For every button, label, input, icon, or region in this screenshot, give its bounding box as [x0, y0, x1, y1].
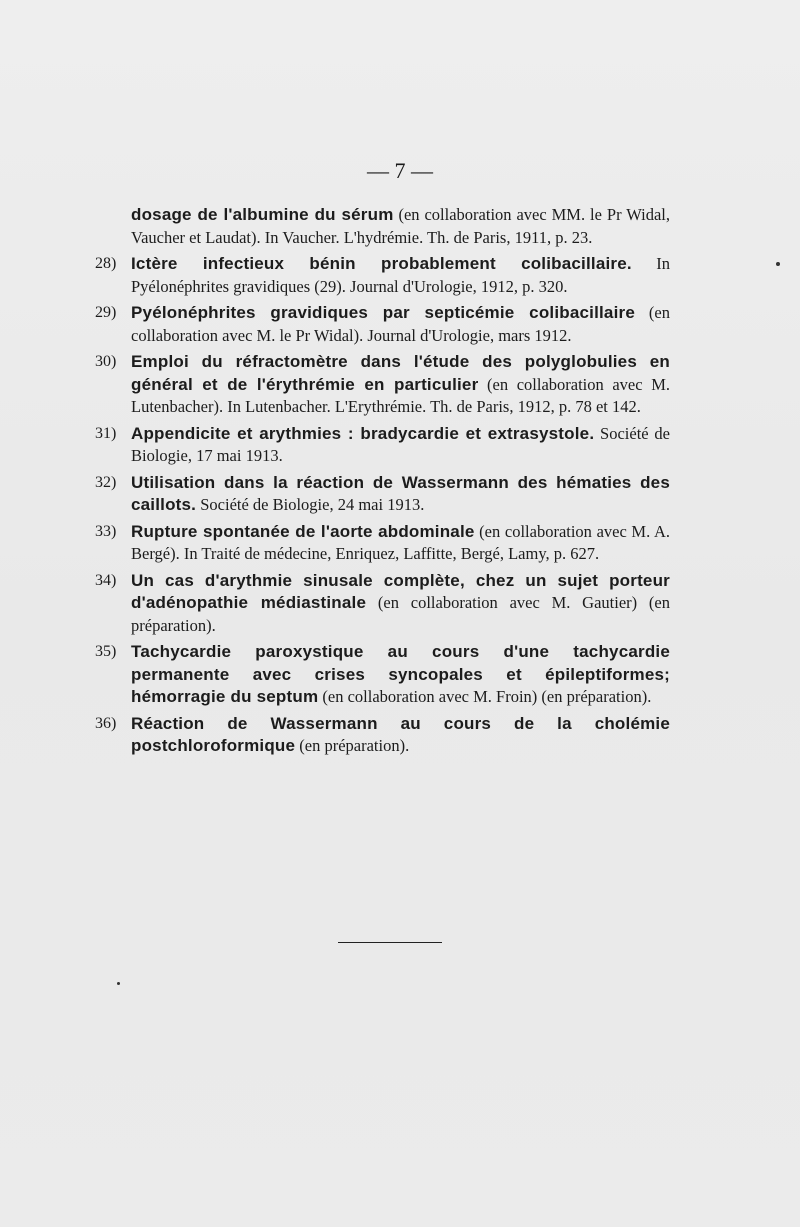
entry-details: (en collaboration avec M. A. Bergé). In Traité de médecine, Enriquez, Laffitte, Bergé, Lamy, p. 627. [131, 521, 670, 563]
entry-number: 28) [95, 255, 117, 272]
list-item [95, 521, 670, 566]
list-item [95, 253, 670, 298]
list-item [95, 423, 670, 468]
entry-details: Société de Biologie, 17 mai 1913. [131, 423, 670, 465]
paper-speck [776, 262, 780, 266]
entry-title: Appendicite et arythmies : bradycardie et extrasystole. [131, 423, 595, 443]
entry-details: (en préparation). [295, 736, 410, 755]
list-item [95, 204, 670, 249]
list-item [95, 302, 670, 347]
list-item [95, 472, 670, 517]
entry-title: Un cas d'arythmie sinusale complète, chez un sujet porteur d'adénopathie médiastinale [131, 570, 670, 612]
entry-number: 34) [95, 571, 117, 589]
entry-title: Tachycardie paroxystique au cours d'une tachycardie permanente avec crises syncopales et épileptiformes; hémorragie du septum [131, 642, 670, 706]
page-number: — 7 — [367, 158, 433, 183]
entry-details: Société de Biologie, 24 mai 1913. [196, 495, 425, 514]
entry-number: 32) [95, 473, 117, 491]
entry-number: 33) [95, 522, 117, 540]
section-divider [338, 942, 442, 943]
entry-number: 30) [95, 353, 117, 370]
entry-number: 36) [95, 714, 117, 732]
list-item [95, 641, 670, 709]
list-item [95, 570, 670, 638]
entry-title: dosage de l'albumine du sérum [131, 205, 394, 224]
entry-details: (en collaboration avec M. le Pr Widal). Journal d'Urologie, mars 1912. [131, 303, 670, 345]
entry-title: Emploi du réfractomètre dans l'étude des polyglobulies en général et de l'érythrémie en particulier [131, 352, 670, 394]
entry-details: (en collaboration avec M. Froin) (en préparation). [318, 687, 652, 706]
list-item [95, 713, 670, 758]
entry-details: (en collaboration avec M. Gautier) (en préparation). [131, 593, 670, 635]
list-item [95, 351, 670, 419]
entry-title: Réaction de Wassermann au cours de la cholémie postchloroformique [131, 713, 670, 755]
entry-title: Ictère infectieux bénin probablement colibacillaire. [131, 254, 632, 273]
entry-details: In Pyélonéphrites gravidiques (29). Journal d'Urologie, 1912, p. 320. [131, 254, 670, 296]
entry-title: Rupture spontanée de l'aorte abdominale [131, 521, 475, 541]
paper-speck [117, 982, 120, 985]
entry-number: 29) [95, 304, 117, 321]
entry-details: (en collaboration avec MM. le Pr Widal, Vaucher et Laudat). In Vaucher. L'hydrémie. Th. de Paris, 1911, p. 23. [131, 205, 670, 247]
bibliography-list [95, 204, 670, 762]
entry-details: (en collaboration avec M. Lutenbacher). In Lutenbacher. L'Erythrémie. Th. de Paris, 1912, p. 78 et 142. [131, 374, 670, 416]
entry-title: Utilisation dans la réaction de Wassermann des hématies des caillots. [131, 472, 670, 514]
entry-title: Pyélonéphrites gravidiques par septicémie colibacillaire [131, 303, 635, 322]
entry-number: 35) [95, 643, 117, 660]
entry-number: 31) [95, 424, 117, 442]
